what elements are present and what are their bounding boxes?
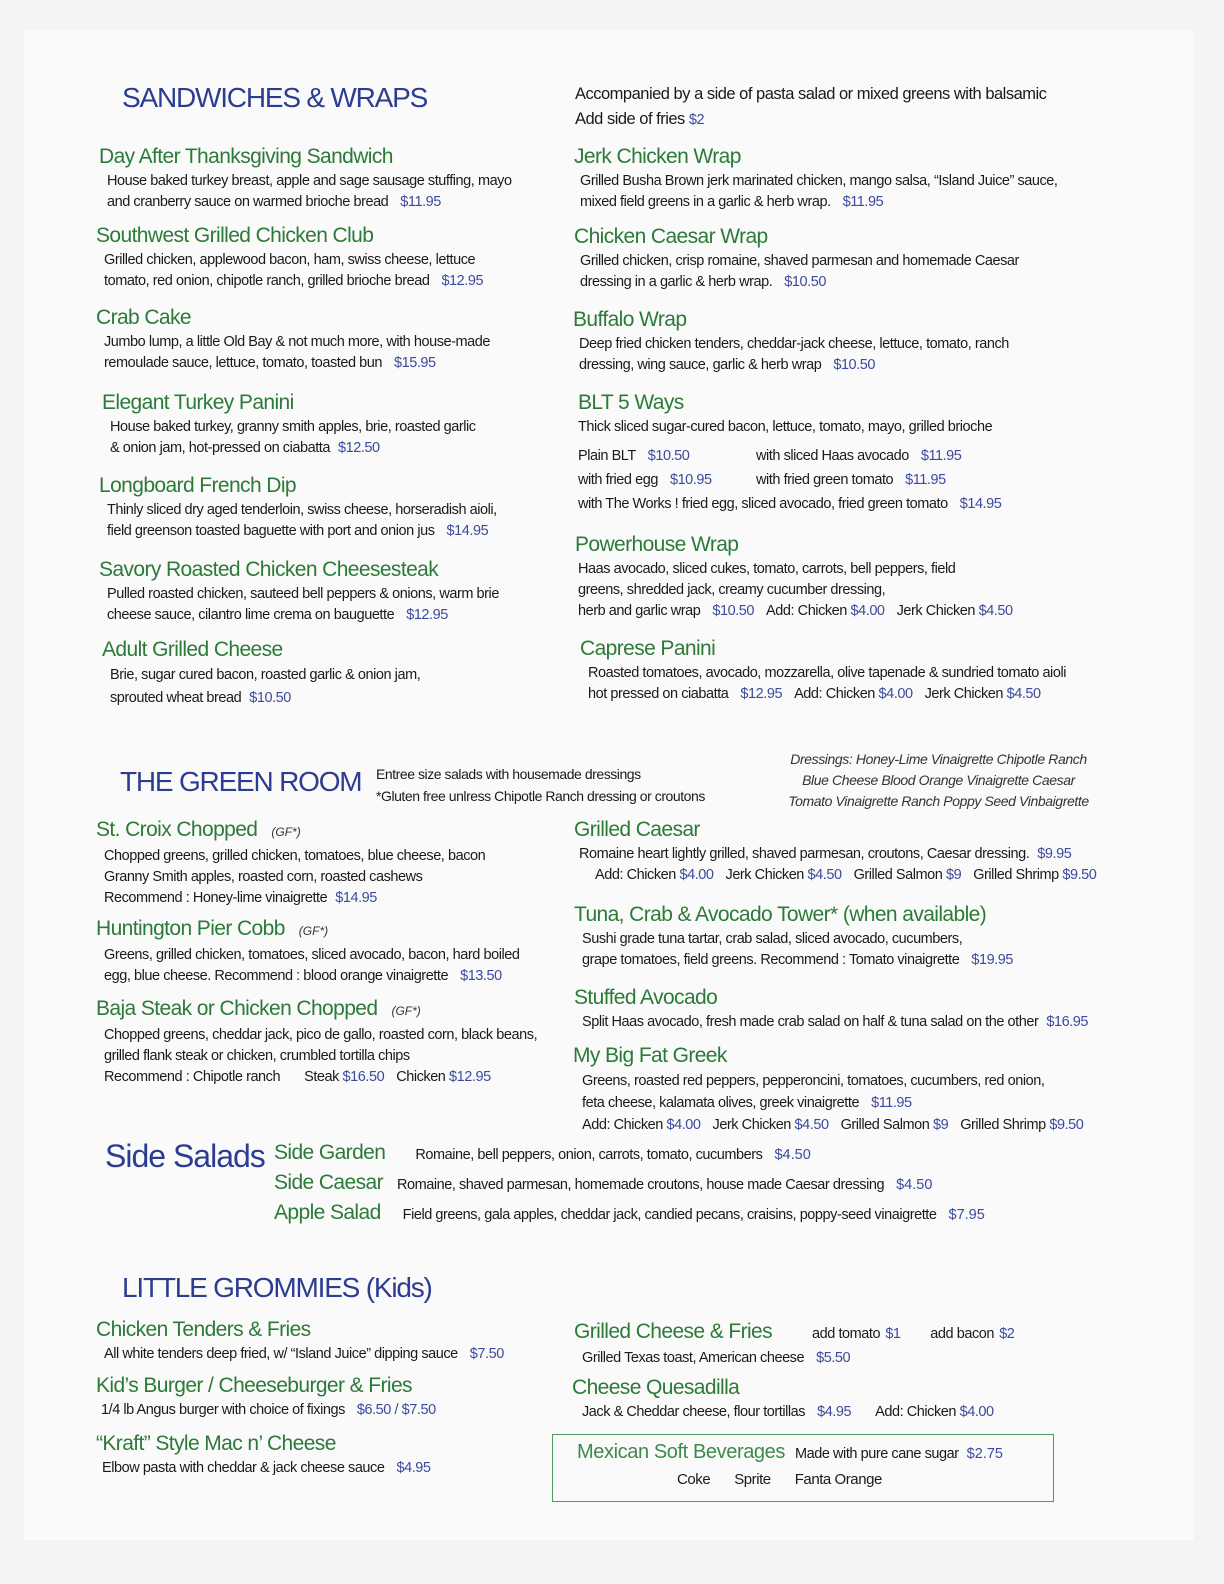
fries-label: Add side of fries	[575, 110, 685, 128]
item-desc: House baked turkey breast, apple and sage sausage stuffing, mayo and cranberry sauce on warmed brioche bread $11.95	[107, 173, 512, 210]
menu-page	[24, 30, 1194, 1540]
item-desc: Elbow pasta with cheddar & jack cheese sauce $4.95	[102, 1460, 431, 1476]
beverages-box	[552, 1434, 1054, 1502]
item-caprese-panini	[580, 637, 1066, 705]
item-buffalo-wrap	[573, 308, 1009, 376]
item-name: Crab Cake	[96, 306, 191, 329]
item-baja-chopped	[96, 997, 537, 1088]
kids-title: LITTLE GROMMIES (Kids)	[122, 1272, 432, 1303]
item-chicken-caesar-wrap	[574, 225, 1019, 293]
item-name: Kid’s Burger / Cheeseburger & Fries	[96, 1374, 412, 1397]
item-name: Grilled Caesar	[574, 818, 700, 841]
item-name: Day After Thanksgiving Sandwich	[99, 145, 393, 168]
beverages-list: Coke Sprite Fanta Orange	[677, 1471, 882, 1488]
item-price: $10.50	[249, 690, 291, 706]
sides-note	[575, 82, 1046, 133]
item-name: Chicken Caesar Wrap	[574, 225, 768, 248]
sides-note-line1: Accompanied by a side of pasta salad or mixed greens with balsamic	[575, 85, 1047, 103]
item-desc: Roasted tomatoes, avocado, mozzarella, olive tapenade & sundried tomato aioli hot pressed on ciabatta $12.95 Add: Chicken $4.00 Jerk Chicken $4.50	[588, 665, 1066, 702]
item-price: $14.95	[446, 523, 489, 539]
side-salads-title: Side Salads	[105, 1138, 265, 1174]
item-blt-5-ways	[578, 391, 992, 438]
item-desc: Thinly sliced dry aged tenderloin, swiss cheese, horseradish aioli, field greenson toasted baguette with port and onion jus $14.95	[107, 502, 497, 539]
item-huntington-cobb	[96, 917, 519, 987]
item-southwest-club	[96, 224, 483, 292]
side-salad-row: Apple Salad Field greens, gala apples, cheddar jack, candied pecans, craisins, poppy-seed vinaigrette $7.95	[274, 1201, 985, 1224]
blt-options	[578, 444, 1001, 516]
green-room-title: THE GREEN ROOM	[120, 766, 362, 797]
item-desc: 1/4 lb Angus burger with choice of fixings $6.50 / $7.50	[101, 1402, 436, 1418]
item-name: Buffalo Wrap	[573, 308, 687, 331]
item-mac-cheese	[96, 1432, 431, 1479]
item-price: $12.95	[441, 273, 484, 289]
item-name: Chicken Tenders & Fries	[96, 1318, 311, 1341]
item-name: Tuna, Crab & Avocado Tower* (when available)	[574, 903, 987, 926]
item-desc: Split Haas avocado, fresh made crab salad on half & tuna salad on the other $16.95	[582, 1014, 1088, 1030]
item-name: St. Croix Chopped (GF*)	[96, 818, 301, 841]
sandwiches-title: SANDWICHES & WRAPS	[122, 82, 428, 113]
side-salad-row: Side Garden Romaine, bell peppers, onion, carrots, tomato, cucumbers $4.50	[274, 1141, 811, 1164]
item-price: $15.95	[394, 355, 436, 371]
item-desc: Grilled chicken, applewood bacon, ham, swiss cheese, lettuce tomato, red onion, chipotle ranch, grilled brioche bread $12.95	[104, 252, 484, 289]
green-room-note: Entree size salads with housemade dressings *Gluten free unlress Chipotle Ranch dressing or croutons	[376, 766, 705, 804]
item-price: $11.95	[400, 194, 441, 210]
dressings-list: Dressings: Honey-Lime Vinaigrette Chipotle Ranch Blue Cheese Blood Orange Vinaigrette Caesar Tomato Vinaigrette Ranch Poppy Seed Vinbaigrette	[788, 751, 1089, 809]
item-desc: Brie, sugar cured bacon, roasted garlic & onion jam, sprouted wheat bread $10.50	[110, 667, 421, 706]
item-desc: Greens, grilled chicken, tomatoes, sliced avocado, bacon, hard boiled egg, blue cheese. Recommend : blood orange vinaigrette $13.50	[104, 947, 520, 984]
item-st-croix-chopped	[96, 818, 485, 909]
item-price: $11.95	[842, 194, 884, 210]
item-desc: All white tenders deep fried, w/ “Island Juice” dipping sauce $7.50	[104, 1346, 504, 1362]
item-name: Caprese Panini	[580, 637, 716, 660]
item-name: Elegant Turkey Panini	[102, 391, 294, 414]
beverages-header: Mexican Soft Beverages Made with pure cane sugar $2.75	[577, 1441, 1003, 1463]
item-adult-grilled-cheese	[102, 638, 420, 710]
fries-price: $2	[688, 112, 705, 128]
item-desc: Grilled chicken, crisp romaine, shaved parmesan and homemade Caesar dressing in a garlic & herb wrap. $10.50	[580, 253, 1019, 290]
item-kids-grilled-cheese	[574, 1320, 1014, 1369]
item-name: BLT 5 Ways	[578, 391, 684, 414]
item-tuna-tower	[574, 903, 1013, 971]
item-name: Cheese Quesadilla	[572, 1376, 740, 1399]
item-desc: Chopped greens, grilled chicken, tomatoes, blue cheese, bacon Granny Smith apples, roasted corn, roasted cashews Recommend : Honey-lime vinaigrette $14.95	[104, 848, 486, 906]
item-cheese-quesadilla	[572, 1376, 994, 1423]
item-name: Jerk Chicken Wrap	[574, 145, 741, 168]
item-price: $12.95	[406, 607, 448, 623]
item-chicken-tenders	[96, 1318, 504, 1365]
item-stuffed-avocado	[574, 986, 1088, 1033]
item-desc: Deep fried chicken tenders, cheddar-jack cheese, lettuce, tomato, ranch dressing, wing sauce, garlic & herb wrap $10.50	[579, 336, 1009, 373]
item-desc: Jack & Cheddar cheese, flour tortillas $4.95 Add: Chicken $4.00	[582, 1404, 994, 1420]
item-powerhouse-wrap	[575, 533, 1013, 622]
item-name: Southwest Grilled Chicken Club	[96, 224, 374, 247]
blt-option-row: Plain BLT $10.50 with sliced Haas avocado $11.95	[578, 448, 962, 464]
item-desc: Haas avocado, sliced cukes, tomato, carrots, bell peppers, field greens, shredded jack, creamy cucumber dressing, herb and garlic wrap $10.50 Add: Chicken $4.00 Jerk Chicken $4.50	[578, 561, 1013, 619]
side-salad-row: Side Caesar Romaine, shaved parmesan, homemade croutons, house made Caesar dressing $4.50	[274, 1171, 933, 1194]
item-desc: House baked turkey, granny smith apples, brie, roasted garlic & onion jam, hot-pressed on ciabatta $12.50	[110, 419, 476, 456]
item-desc: Grilled Busha Brown jerk marinated chicken, mango salsa, “Island Juice” sauce, mixed field greens in a garlic & herb wrap. $11.95	[580, 173, 1058, 210]
item-price: $12.50	[337, 440, 380, 456]
item-desc: Jumbo lump, a little Old Bay & not much more, with house-made remoulade sauce, lettuce, tomato, toasted bun $15.95	[104, 334, 490, 371]
item-name: Powerhouse Wrap	[575, 533, 739, 556]
item-turkey-panini	[102, 391, 476, 459]
item-name: Baja Steak or Chicken Chopped (GF*)	[96, 997, 421, 1020]
item-name: “Kraft” Style Mac n’ Cheese	[96, 1432, 336, 1455]
item-crab-cake	[96, 306, 490, 374]
item-name: Adult Grilled Cheese	[102, 638, 283, 661]
item-price: $10.50	[833, 357, 875, 373]
item-thanksgiving-sandwich	[99, 145, 512, 213]
sides-note-line2	[575, 107, 1046, 133]
item-desc: Pulled roasted chicken, sauteed bell peppers & onions, warm brie cheese sauce, cilantro lime crema on bauguette $12.95	[107, 586, 499, 623]
item-french-dip	[99, 474, 497, 542]
item-name: Huntington Pier Cobb (GF*)	[96, 917, 329, 940]
item-desc: Greens, roasted red peppers, pepperoncini, tomatoes, cucumbers, red onion, feta cheese, kalamata olives, greek vinaigrette $11.95 Add: Chicken $4.00 Jerk Chicken $4.50 Grilled Salmon $9 Grilled Shrimp $9.50	[582, 1073, 1084, 1133]
item-name: Stuffed Avocado	[574, 986, 718, 1009]
item-price: $10.50	[784, 274, 826, 290]
item-desc: Grilled Texas toast, American cheese $5.50	[582, 1350, 851, 1366]
item-name: Savory Roasted Chicken Cheesesteak	[99, 558, 439, 581]
item-desc: Romaine heart lightly grilled, shaved parmesan, croutons, Caesar dressing. $9.95 Add: Chicken $4.00 Jerk Chicken $4.50 Grilled Salmon $9 Grilled Shrimp $9.50	[579, 846, 1097, 883]
blt-option-row: with The Works ! fried egg, sliced avocado, fried green tomato $14.95	[578, 496, 1002, 512]
item-name: Grilled Cheese & Fries add tomato $1 add bacon $2	[574, 1320, 1015, 1343]
item-jerk-chicken-wrap	[574, 145, 1057, 213]
side-salads-list	[274, 1141, 985, 1231]
item-big-fat-greek	[573, 1044, 1083, 1136]
item-name: My Big Fat Greek	[573, 1044, 727, 1067]
item-desc: Chopped greens, cheddar jack, pico de gallo, roasted corn, black beans, grilled flank steak or chicken, crumbled tortilla chips Recommend : Chipotle ranch Steak $16.50 Chicken $12.95	[104, 1027, 538, 1085]
item-kids-burger	[96, 1374, 436, 1421]
item-grilled-caesar	[574, 818, 1096, 886]
item-chicken-cheesesteak	[99, 558, 499, 626]
item-desc: Sushi grade tuna tartar, crab salad, sliced avocado, cucumbers, grape tomatoes, field greens. Recommend : Tomato vinaigrette $19.95	[582, 931, 1013, 968]
item-name: Longboard French Dip	[99, 474, 296, 497]
item-desc: Thick sliced sugar-cured bacon, lettuce, tomato, mayo, grilled brioche	[578, 419, 993, 435]
blt-option-row: with fried egg $10.95 with fried green tomato $11.95	[578, 472, 946, 488]
